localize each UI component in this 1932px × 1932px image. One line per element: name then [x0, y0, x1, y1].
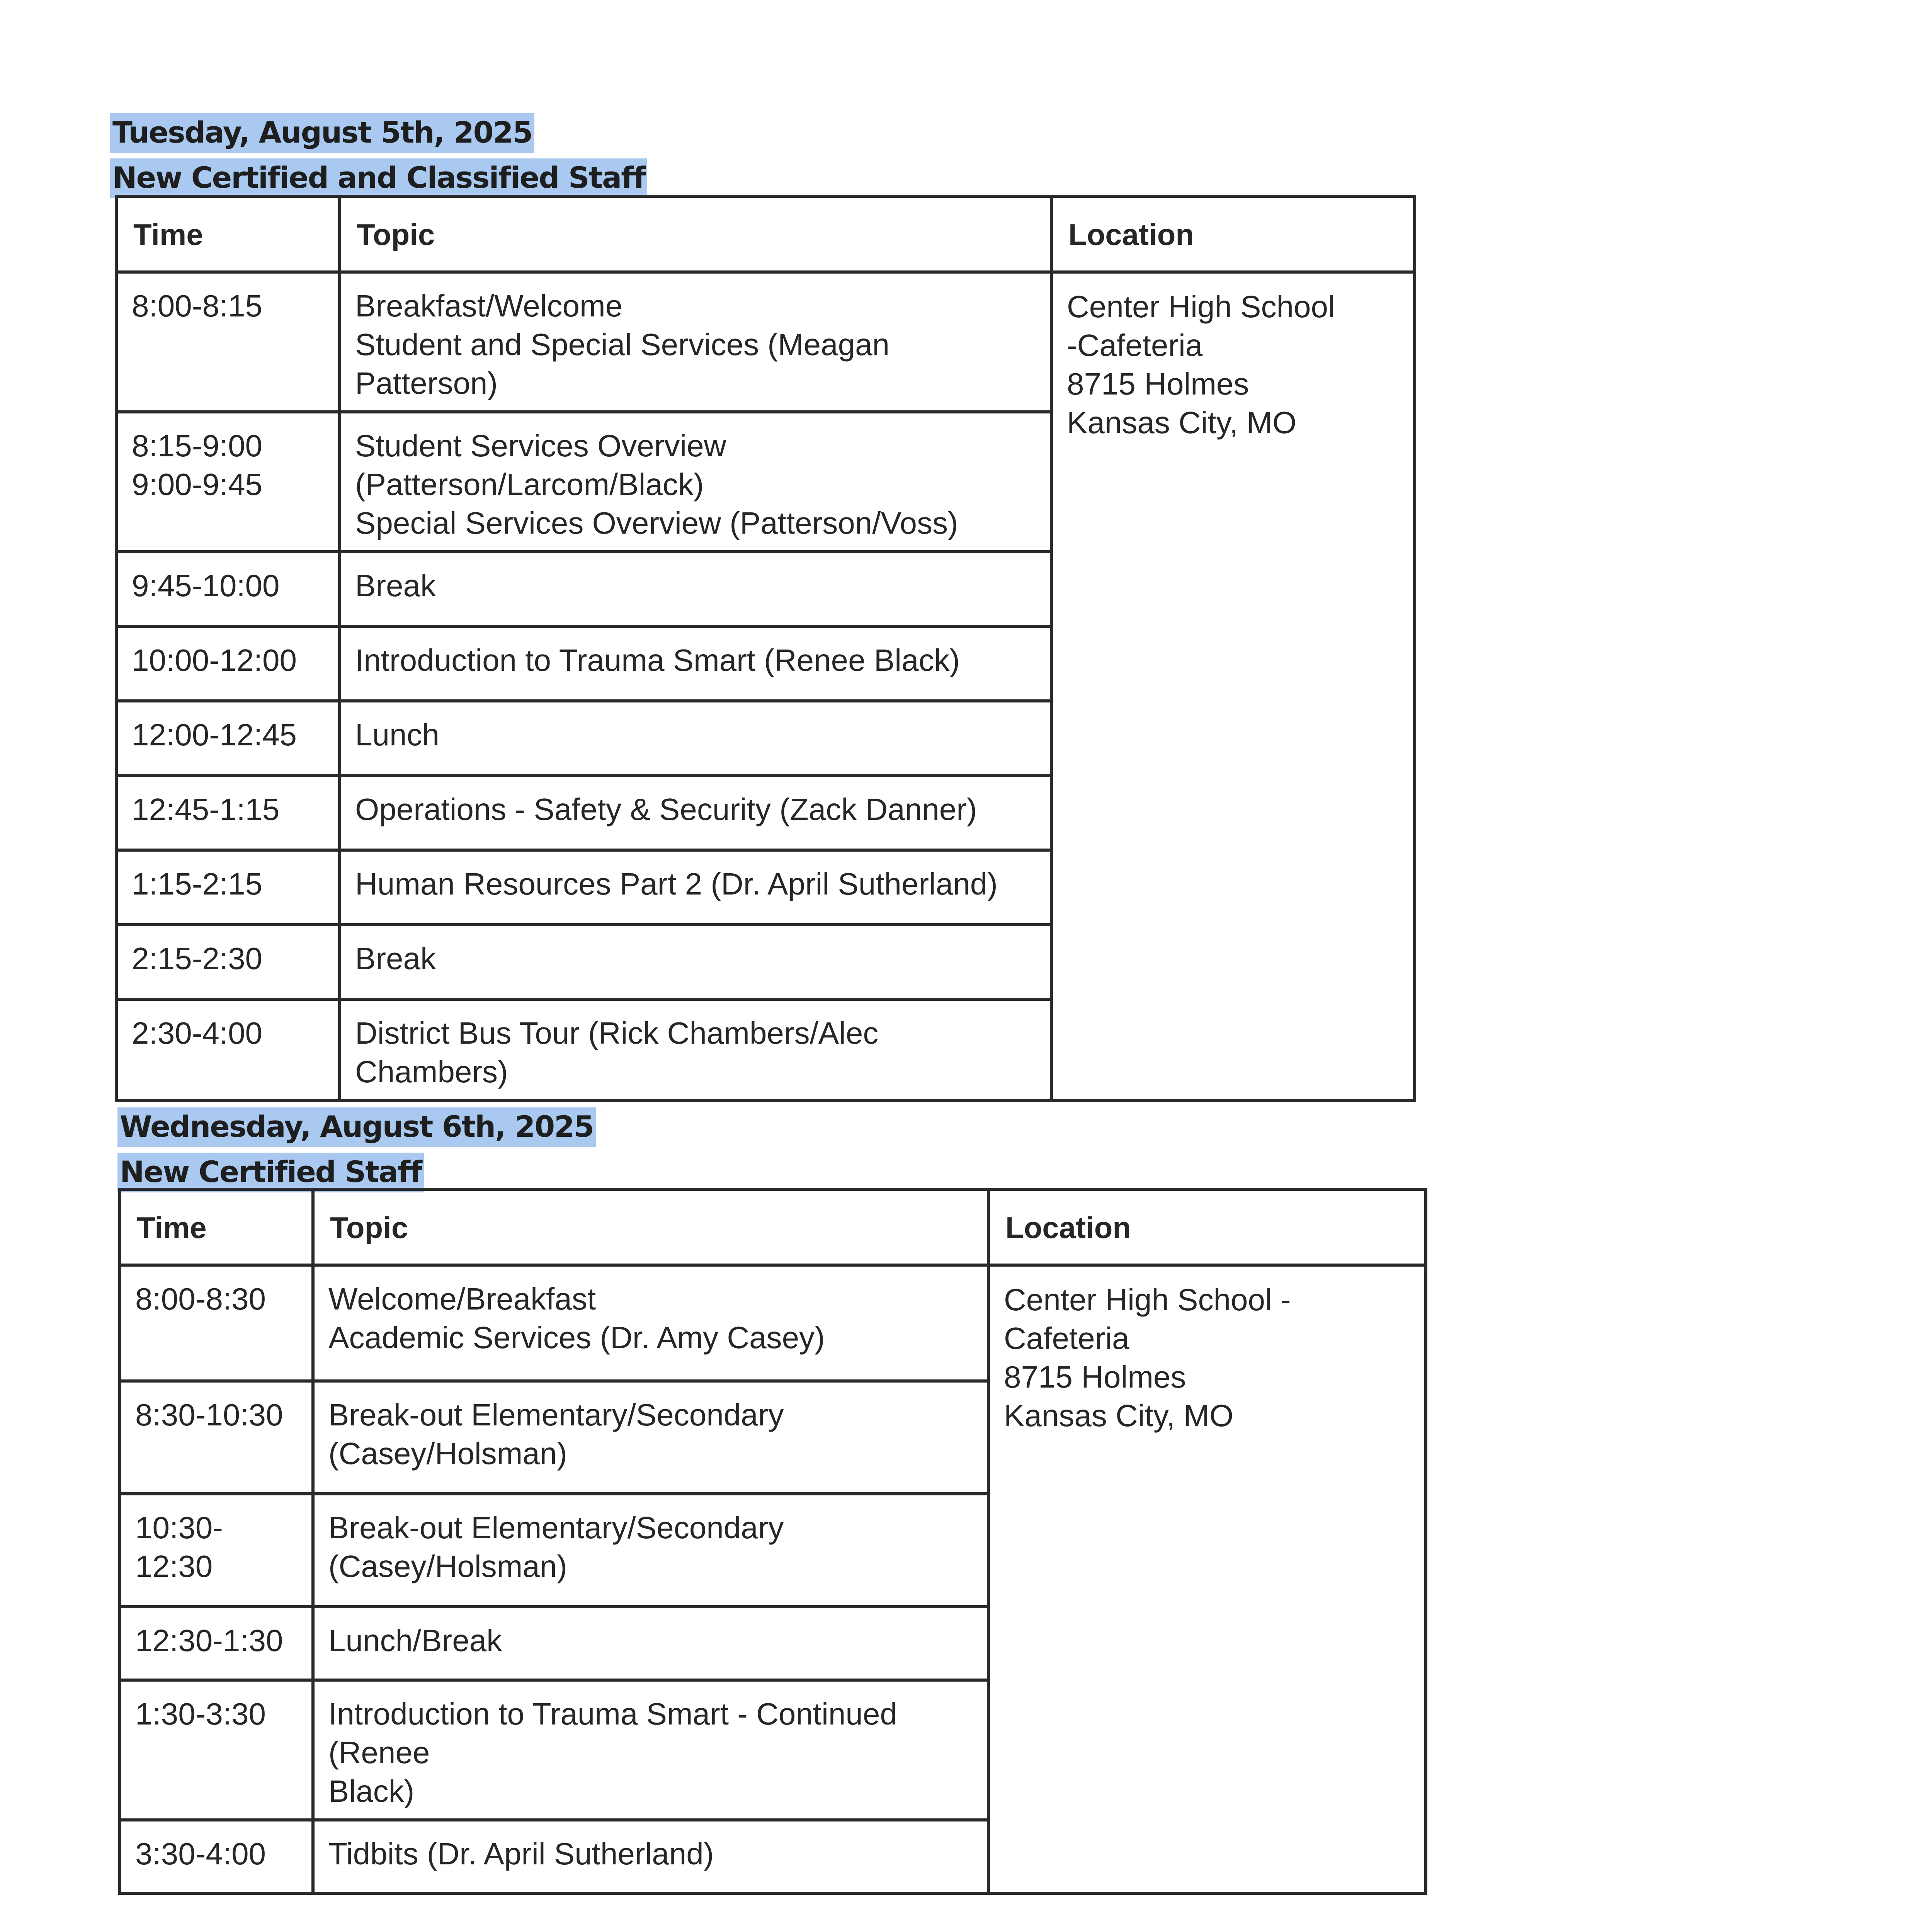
- time-cell: 2:30-4:00: [116, 999, 340, 1100]
- table-header-row: [120, 1189, 1426, 1265]
- topic-cell: District Bus Tour (Rick Chambers/Alec Chambers): [340, 999, 1051, 1100]
- location-column-header: Location: [988, 1189, 1426, 1265]
- table-row: [116, 272, 1415, 412]
- topic-cell: Introduction to Trauma Smart (Renee Black): [340, 626, 1051, 701]
- time-cell: 3:30-4:00: [120, 1820, 313, 1893]
- topic-cell: Introduction to Trauma Smart - Continued (Renee Black): [313, 1680, 988, 1820]
- topic-cell: Lunch: [340, 701, 1051, 776]
- table-row: [120, 1265, 1426, 1381]
- tuesday-audience-heading: New Certified and Classified Staff: [110, 163, 647, 192]
- time-cell: 10:00-12:00: [116, 626, 340, 701]
- tuesday-date-heading: Tuesday, August 5th, 2025: [110, 118, 534, 147]
- location-cell: Center High School -Cafeteria 8715 Holmes Kansas City, MO: [1051, 272, 1415, 1100]
- time-cell: 2:15-2:30: [116, 925, 340, 999]
- topic-cell: Lunch/Break: [313, 1607, 988, 1680]
- time-cell: 1:15-2:15: [116, 850, 340, 925]
- time-cell: 8:30-10:30: [120, 1381, 313, 1494]
- wednesday-schedule-table: [118, 1188, 1427, 1895]
- wednesday-audience-heading: New Certified Staff: [117, 1157, 424, 1187]
- topic-column-header: Topic: [340, 196, 1051, 272]
- topic-cell: Break-out Elementary/Secondary (Casey/Holsman): [313, 1381, 988, 1494]
- topic-cell: Break: [340, 925, 1051, 999]
- table-header-row: [116, 196, 1415, 272]
- location-column-header: Location: [1051, 196, 1415, 272]
- topic-cell: Break-out Elementary/Secondary (Casey/Holsman): [313, 1494, 988, 1607]
- topic-cell: Operations - Safety & Security (Zack Danner): [340, 776, 1051, 850]
- tuesday-schedule-table: [115, 195, 1416, 1102]
- time-cell: 12:00-12:45: [116, 701, 340, 776]
- topic-cell: Break: [340, 552, 1051, 626]
- topic-cell: Tidbits (Dr. April Sutherland): [313, 1820, 988, 1893]
- topic-cell: Breakfast/Welcome Student and Special Services (Meagan Patterson): [340, 272, 1051, 412]
- time-cell: 12:45-1:15: [116, 776, 340, 850]
- time-cell: 10:30-12:30: [120, 1494, 313, 1607]
- topic-cell: Welcome/Breakfast Academic Services (Dr. Amy Casey): [313, 1265, 988, 1381]
- time-cell: 8:15-9:00 9:00-9:45: [116, 412, 340, 552]
- time-cell: 1:30-3:30: [120, 1680, 313, 1820]
- time-cell: 12:30-1:30: [120, 1607, 313, 1680]
- time-column-header: Time: [116, 196, 340, 272]
- location-cell: Center High School -Cafeteria 8715 Holmes Kansas City, MO: [988, 1265, 1426, 1893]
- topic-cell: Human Resources Part 2 (Dr. April Sutherland): [340, 850, 1051, 925]
- time-cell: 8:00-8:15: [116, 272, 340, 412]
- time-cell: 9:45-10:00: [116, 552, 340, 626]
- time-column-header: Time: [120, 1189, 313, 1265]
- time-cell: 8:00-8:30: [120, 1265, 313, 1381]
- topic-column-header: Topic: [313, 1189, 988, 1265]
- wednesday-date-heading: Wednesday, August 6th, 2025: [117, 1112, 596, 1141]
- topic-cell: Student Services Overview (Patterson/Larcom/Black) Special Services Overview (Patterson/Voss): [340, 412, 1051, 552]
